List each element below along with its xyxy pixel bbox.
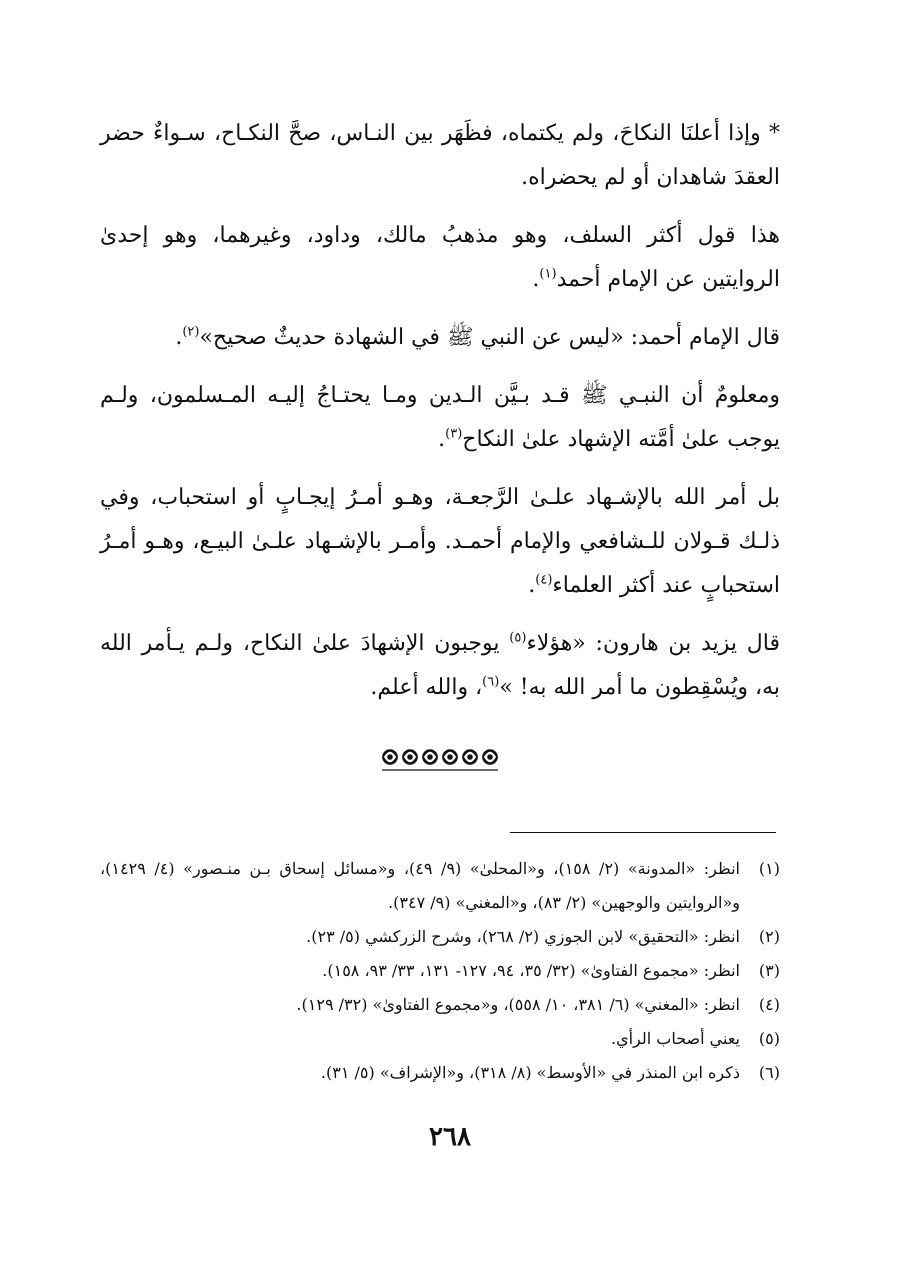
paragraph-end: . [528, 573, 536, 598]
footnote-ref[interactable]: (٥) [509, 630, 527, 646]
footnote-number: (٢) [758, 927, 780, 946]
paragraph-end: . [175, 325, 183, 350]
paragraph-5 [100, 476, 780, 608]
footnote-2 [100, 920, 780, 954]
paragraph-text: بل أمر الله بالإشـهاد علـىٰ الرَّجعـة، وهـو أمـرُ إيجـابٍ أو استحباب، وفي ذلـك قـولان للـشافعي والإمام أحمـد. وأمـر بالإشـهاد علـىٰ البيـع، وهـو أمـرُ استحبابٍ عند أكثر العلماء [100, 485, 780, 598]
footnote-number: (٣) [758, 961, 780, 980]
footnote-ref[interactable]: (٣) [445, 426, 463, 442]
footnotes [100, 852, 780, 1090]
footnote-number: (١) [758, 859, 780, 878]
paragraph-text: هذا قول أكثر السلف، وهو مذهبُ مالك، وداود، وغيرهما، وهو إحدىٰ الروايتين عن الإمام أحمد [100, 223, 780, 292]
footnote-1 [100, 852, 780, 920]
footnote-ref[interactable]: (٦) [482, 674, 500, 690]
paragraph-2 [100, 214, 780, 302]
footnote-text: يعني أصحاب الرأي. [610, 1029, 740, 1048]
paragraph-text: قال يزيد بن هارون: «هؤلاء [526, 631, 780, 656]
footnote-text: انظر: «التحقيق» لابن الجوزي (٢/ ٢٦٨)، وشرح الزركشي (٥/ ٢٣). [306, 927, 740, 946]
footnote-ref[interactable]: (٢) [182, 324, 200, 340]
page-number: ٢٦٨ [429, 1122, 471, 1152]
footnote-text: انظر: «المغني» (٦/ ٣٨١، ١٠/ ٥٥٨)، و«مجموع الفتاوىٰ» (٣٢/ ١٢٩). [296, 995, 740, 1014]
footnote-number: (٤) [758, 995, 780, 1014]
footnote-4 [100, 988, 780, 1022]
footnote-text: ذكره ابن المنذر في «الأوسط» (٨/ ٣١٨)، و«الإشراف» (٥/ ٣١). [320, 1063, 740, 1082]
paragraph-end: . [532, 267, 540, 292]
footnote-text: انظر: «المدونة» (٢/ ١٥٨)، و«المحلىٰ» (٩/ ٤٩)، و«مسائل إسحاق بـن منـصور» (٤/ ١٤٢٩)، و«الروايتين والوجهين» (٢/ ٨٣)، و«المغني» (٩/ ٣٤٧). [100, 859, 741, 912]
paragraph-end: . [438, 427, 446, 452]
paragraph-3 [100, 316, 780, 360]
paragraph-1 [100, 112, 780, 200]
paragraph-6 [100, 622, 780, 710]
footnote-number: (٦) [758, 1063, 780, 1082]
footnote-3 [100, 954, 780, 988]
footnote-ref[interactable]: (٤) [535, 572, 553, 588]
footnote-text: انظر: «مجموع الفتاوىٰ» (٣٢/ ٣٥، ٩٤، ١٢٧- ١٣١، ٣٣/ ٩٣، ١٥٨). [322, 961, 740, 980]
footnote-number: (٥) [758, 1029, 780, 1048]
paragraph-text: ومعلومٌ أن النبـي ﷺ قـد بـيَّن الـدين ومـا يحتـاجُ إليـه المـسلمون، ولـم يوجب علىٰ أمَّته الإشهاد علىٰ النكاح [100, 383, 780, 452]
paragraph-end: ، والله أعلم. [370, 675, 483, 700]
footnote-ref[interactable]: (١) [539, 266, 557, 282]
main-text [100, 112, 780, 724]
paragraph-4 [100, 374, 780, 462]
footnote-6 [100, 1056, 780, 1090]
footnote-5 [100, 1022, 780, 1056]
paragraph-text: يوجبون الإشهادَ علىٰ النكاح، ولـم يـأمر الله به، ويُسْقِطون ما أمر الله به! » [100, 631, 780, 700]
paragraph-text: * وإذا أعلنَا النكاحَ، ولم يكتماه، فظَهَر بين النـاس، صحَّ النكـاح، سـواءٌ حضر العقدَ شاهدان أو لم يحضراه. [100, 121, 780, 190]
paragraph-text: قال الإمام أحمد: «ليس عن النبي ﷺ في الشهادة حديثٌ صحيح» [199, 325, 780, 350]
ornament-icon [380, 740, 500, 774]
footnote-divider [510, 832, 776, 833]
